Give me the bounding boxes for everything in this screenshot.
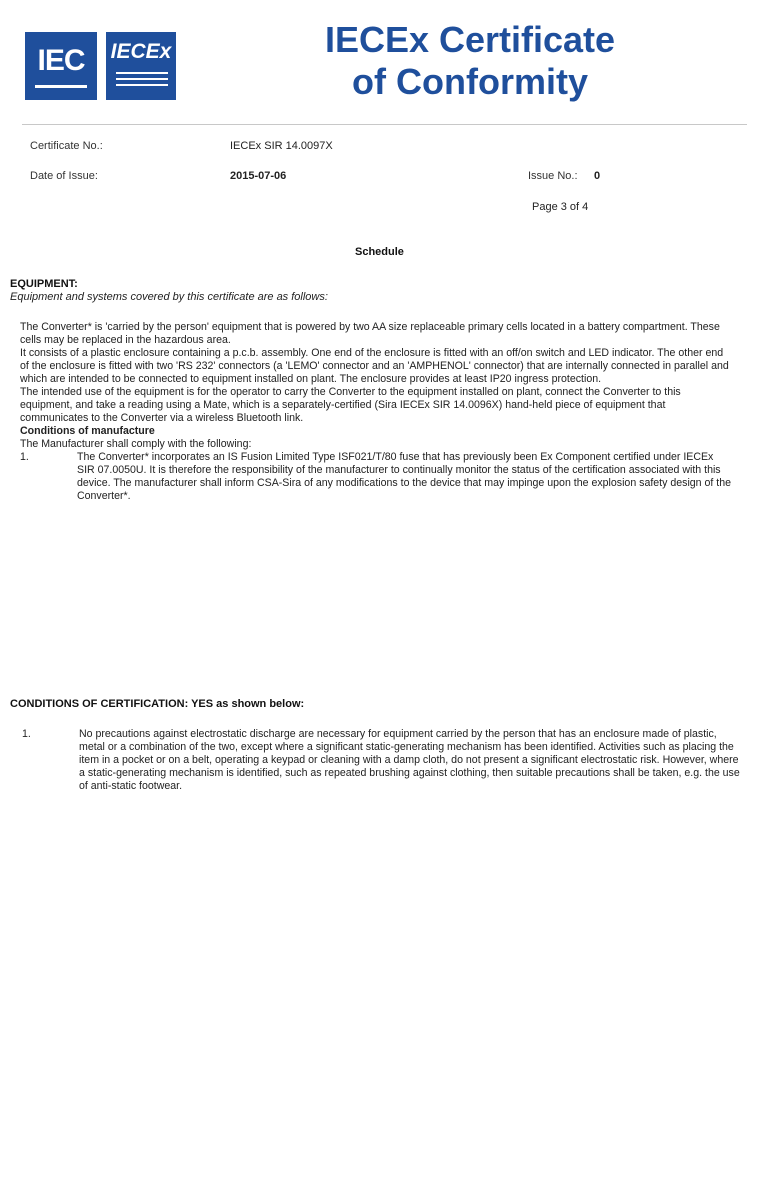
date-of-issue-label: Date of Issue: xyxy=(30,170,98,182)
issue-no-label: Issue No.: xyxy=(528,170,578,182)
conditions-of-manufacture-intro: The Manufacturer shall comply with the following: xyxy=(20,438,252,450)
iec-logo-text: IEC xyxy=(37,44,85,77)
iecex-logo-text: IECEx xyxy=(110,40,172,63)
certification-item-text: No precautions against electrostatic discharge are necessary for equipment carried by the person that has an enclosure made of plastic, metal or a combination of the two, except where a significant static-generating mechanism has been identified. Activities such as placing the item in a pocket or on a belt, operating a keypad or cleaning with a damp cloth, do not present a significant electrostatic risk. However, where a static-generating mechanism is identified, such as repeated brushing against clothing, then suitable precautions shall be taken, e.g. the use of anti-static footwear. xyxy=(79,728,740,792)
conditions-of-certification-heading: CONDITIONS OF CERTIFICATION: YES as shown below: xyxy=(10,698,305,710)
certificate-no-label: Certificate No.: xyxy=(30,140,103,152)
equipment-subheading: Equipment and systems covered by this certificate are as follows: xyxy=(10,291,328,303)
conditions-of-manufacture-heading: Conditions of manufacture xyxy=(20,425,155,437)
schedule-heading: Schedule xyxy=(355,246,404,258)
equipment-heading: EQUIPMENT: xyxy=(10,278,78,290)
manufacture-item-number: 1. xyxy=(20,451,29,463)
iecex-logo xyxy=(106,32,176,100)
certificate-title-line1: IECEx Certificate xyxy=(324,19,616,60)
certification-item-number: 1. xyxy=(22,728,31,740)
page-number: Page 3 of 4 xyxy=(532,201,589,213)
equipment-description xyxy=(20,321,732,503)
equipment-paragraph: It consists of a plastic enclosure containing a p.c.b. assembly. One end of the enclosure is fitted with an off/on switch and LED indicator. The other end of the enclosure is fitted with two 'RS 232' connectors (a 'LEMO' connector and an 'AMPHENOL' connector) that are internally connected in parallel and which are intended to be connected to equipment installed on plant. The enclosure provides at least IP20 ingress protection. xyxy=(20,347,729,385)
issue-no-value: 0 xyxy=(594,170,601,182)
manufacture-item-text: The Converter* incorporates an IS Fusion Limited Type ISF021/T/80 fuse that has previously been Ex Component certified under IECEx SIR 07.0050U. It is therefore the responsibility of the manufacturer to continually monitor the status of the certification associated with this device. The manufacturer shall inform CSA-Sira of any modifications to the device that may impinge upon the explosion safety design of the Converter*. xyxy=(77,451,732,502)
manufacture-item xyxy=(20,451,732,503)
equipment-paragraph: The intended use of the equipment is for the operator to carry the Converter to the equipment installed on plant, connect the Converter to this equipment, and take a reading using a Mate, which is a separately-certified (Sira IECEx SIR 14.0096X) hand-held piece of equipment that communicates to the Converter via a wireless Bluetooth link. xyxy=(20,386,681,424)
date-of-issue-value: 2015-07-06 xyxy=(230,170,287,182)
certificate-no-value: IECEx SIR 14.0097X xyxy=(230,140,333,152)
equipment-paragraph: The Converter* is 'carried by the person' equipment that is powered by two AA size replaceable primary cells located in a battery compartment. These cells may be replaced in the hazardous area. xyxy=(20,321,720,346)
certificate-title-line2: of Conformity xyxy=(352,61,588,102)
iec-logo xyxy=(25,32,97,100)
certification-item xyxy=(22,728,742,793)
header-divider xyxy=(22,124,747,125)
